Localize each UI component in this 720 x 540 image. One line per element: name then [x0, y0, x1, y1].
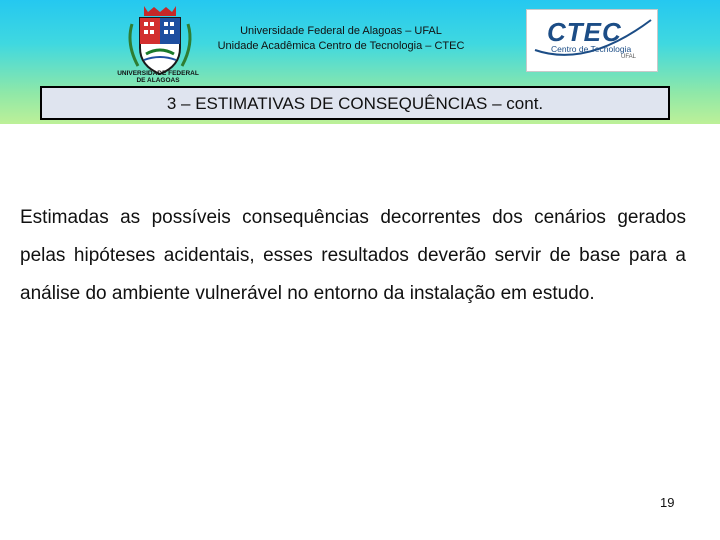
ufal-caption-line1: UNIVERSIDADE FEDERAL	[117, 70, 199, 77]
page-number: 19	[660, 495, 675, 510]
institution-line2: Unidade Acadêmica Centro de Tecnologia – CTEC	[217, 40, 465, 52]
ctec-logo-subtext2: UFAL	[621, 54, 637, 60]
slide-title: 3 – ESTIMATIVAS DE CONSEQUÊNCIAS – cont.	[40, 86, 670, 120]
ufal-logo-caption	[106, 70, 210, 84]
ufal-caption-line2: DE ALAGOAS	[136, 77, 180, 84]
institution-header	[196, 24, 486, 54]
ctec-logo-text: CTEC	[547, 17, 622, 47]
institution-line1: Universidade Federal de Alagoas – UFAL	[240, 25, 442, 37]
ctec-logo-subtext: Centro de Tecnologia	[551, 44, 632, 54]
ctec-logo	[526, 9, 658, 72]
slide-body-text: Estimadas as possíveis consequências decorrentes dos cenários gerados pelas hipóteses acidentais, esses resultados deverão servir de base para a análise do ambiente vulnerável no entorno da instalação em estudo.	[20, 207, 686, 304]
